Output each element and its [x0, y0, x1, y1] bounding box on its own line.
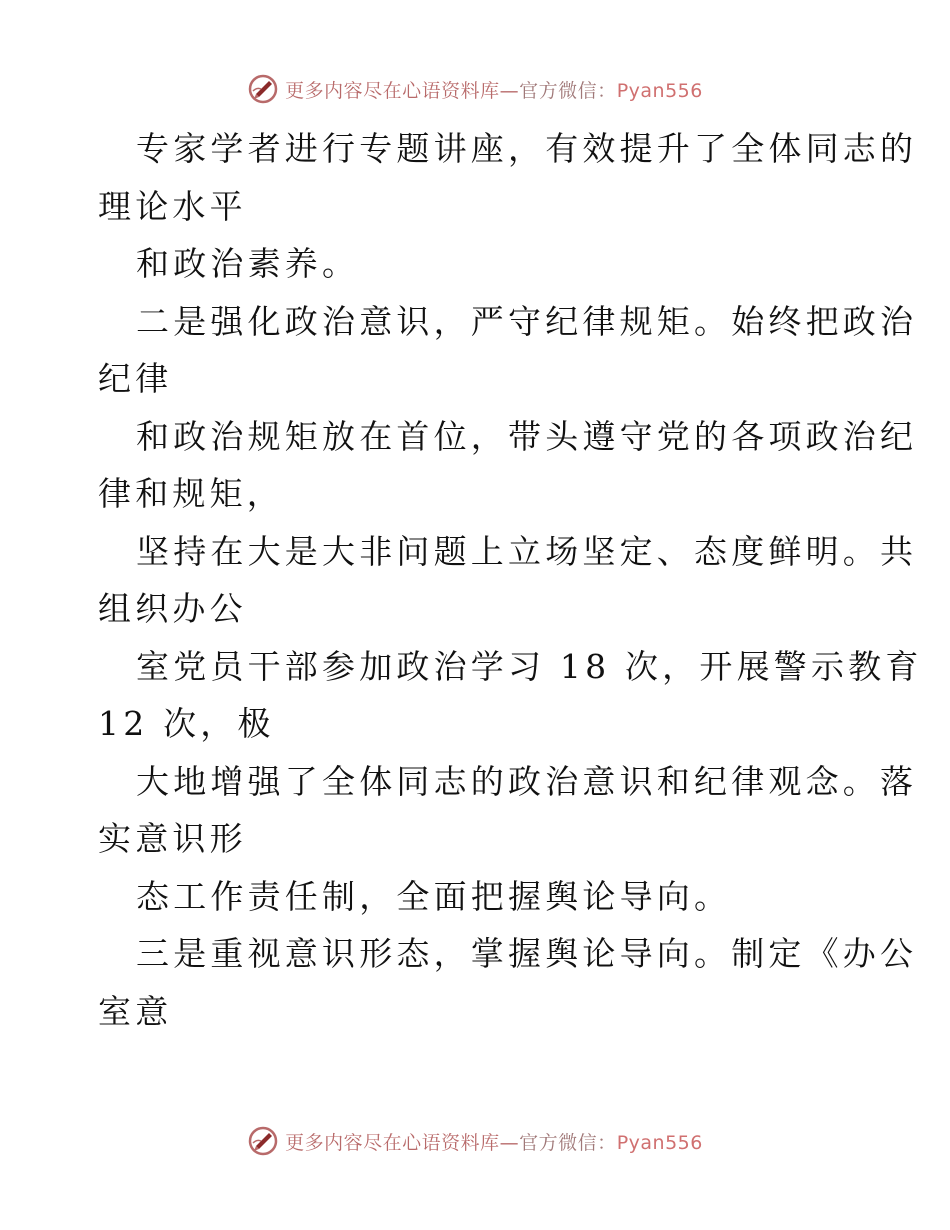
text-line: 实意识形 [98, 819, 247, 858]
watermark-text [285, 76, 703, 103]
text-line: 12 次，极 [98, 704, 275, 743]
text-line: 组织办公 [98, 589, 247, 628]
book-pen-logo-icon [247, 1125, 279, 1157]
text-line: 坚持在大是大非问题上立场坚定、态度鲜明。共 [136, 531, 918, 571]
text-line: 二是强化政治意识，严守纪律规矩。始终把政治 [136, 301, 918, 341]
watermark-dash: — [499, 79, 520, 102]
text-line: 室党员干部参加政治学习 18 次，开展警示教育 [136, 646, 923, 686]
footer-watermark [0, 1124, 950, 1158]
text-line: 律和规矩， [98, 474, 284, 513]
text-line: 专家学者进行专题讲座，有效提升了全体同志的 [136, 129, 918, 168]
text-line: 和政治素养。 [136, 244, 360, 283]
watermark-dash: — [499, 1131, 520, 1154]
book-pen-logo-icon [247, 73, 279, 105]
watermark-main: 更多内容尽在心语资料库 [285, 1131, 500, 1154]
watermark-wechat-id: Pyan556 [616, 1131, 703, 1154]
text-line: 大地增强了全体同志的政治意识和纪律观念。落 [136, 761, 918, 801]
text-line: 室意 [98, 991, 173, 1031]
watermark-text [285, 1128, 703, 1155]
text-line: 三是重视意识形态，掌握舆论导向。制定《办公 [136, 934, 918, 973]
text-line: 理论水平 [98, 186, 247, 226]
header-watermark [0, 72, 950, 106]
text-line: 纪律 [98, 359, 173, 398]
watermark-wechat-id: Pyan556 [616, 79, 703, 102]
watermark-wechat-label: 官方微信： [519, 1131, 617, 1154]
text-line: 和政治规矩放在首位，带头遵守党的各项政治纪 [136, 416, 918, 456]
watermark-wechat-label: 官方微信： [519, 79, 617, 102]
text-line: 态工作责任制，全面把握舆论导向。 [136, 876, 732, 916]
document-body [98, 120, 923, 1040]
watermark-main: 更多内容尽在心语资料库 [285, 79, 500, 102]
